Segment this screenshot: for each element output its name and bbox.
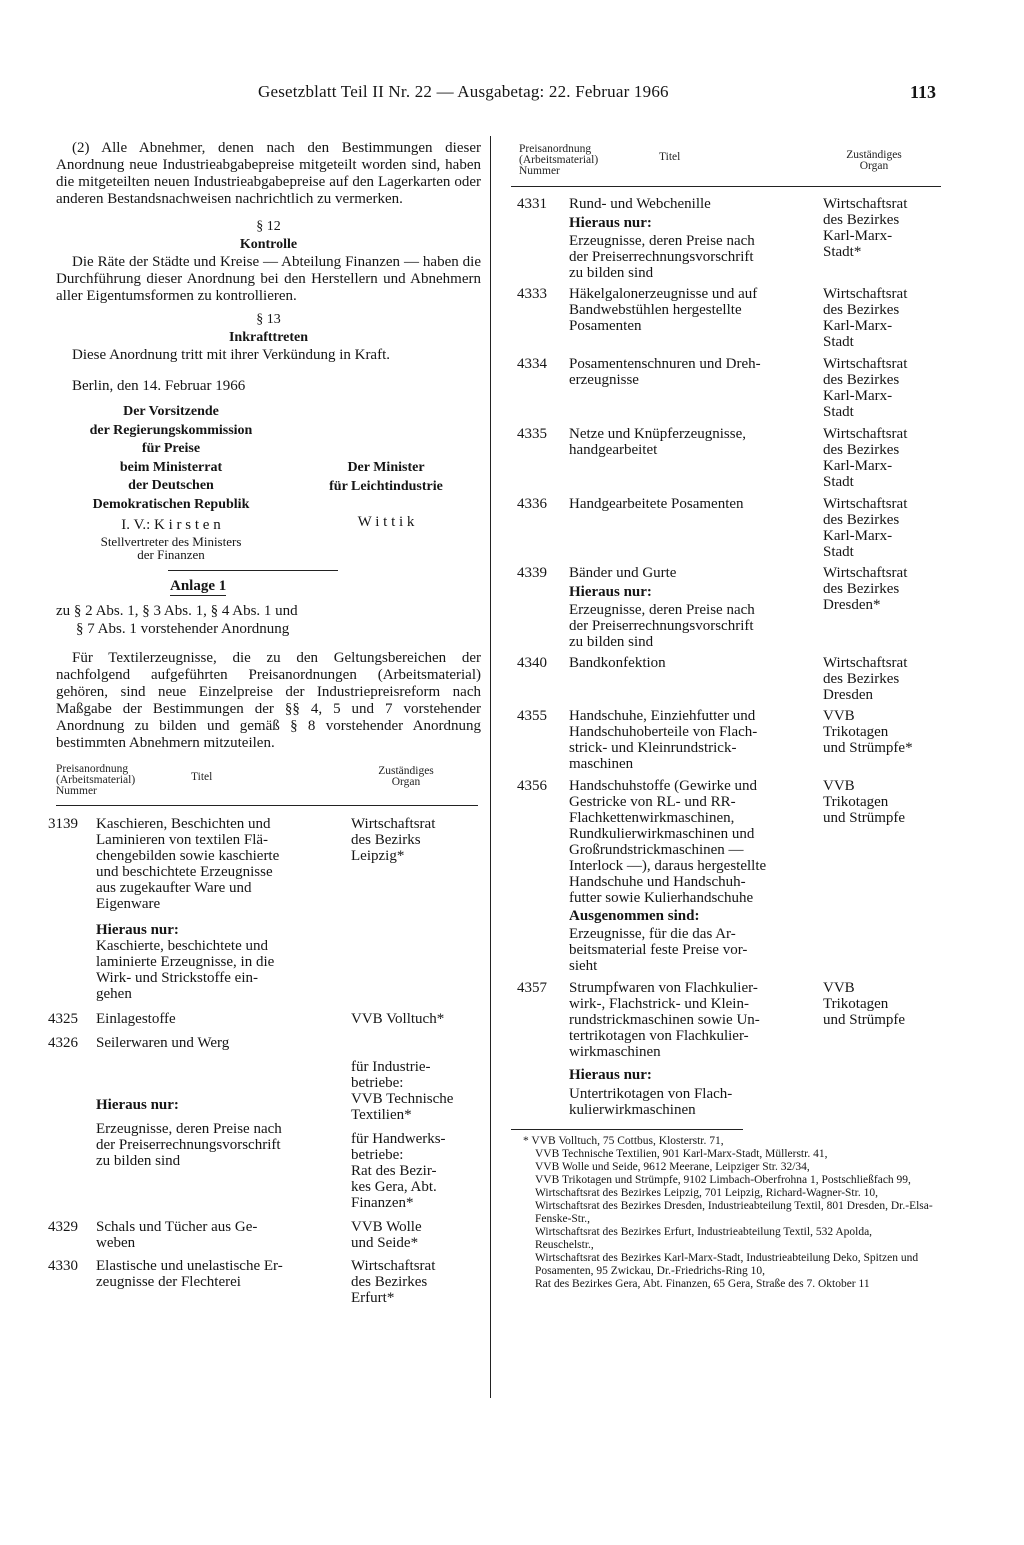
row-title [96, 1258, 336, 1290]
row-number: 4330 [48, 1257, 78, 1274]
organ-line: VVB Wolle [351, 1218, 422, 1235]
sub-line: zu bilden sind [569, 634, 654, 650]
header-line: Preisanordnung [56, 762, 129, 775]
sub-label: Hieraus nur: [96, 921, 179, 938]
organ-line: und Strümpfe [823, 810, 906, 826]
sub-line: beitsmaterial feste Preise vor- [569, 942, 748, 958]
footnote-rule [511, 1129, 743, 1130]
header-line: Zuständiges [378, 764, 434, 777]
organ-line: für Handwerks- [351, 1130, 446, 1147]
title-line: Handschuhe und Handschuh- [569, 874, 746, 890]
title-line: strick- und Kleinrundstrick- [569, 740, 737, 756]
sub-label: Hieraus nur: [569, 215, 652, 231]
organ-line: für Industrie- [351, 1058, 431, 1075]
organ-line: des Bezirkes [351, 1273, 428, 1290]
row-title: Einlagestoffe [96, 1010, 176, 1027]
table-row [511, 980, 941, 1118]
title-line: Handschuhoberteile von Flach- [569, 724, 758, 740]
organ-line: Wirtschaftsrat [823, 426, 908, 442]
organ-line: betriebe: [351, 1146, 404, 1163]
table-row [511, 196, 941, 281]
row-number: 3139 [48, 815, 78, 832]
table-row [511, 426, 941, 490]
col-header-number [56, 764, 191, 797]
title-line: Bänder und Gurte [569, 565, 677, 581]
organ-line: Karl-Marx- [823, 528, 893, 544]
sig2-line: Der Minister [347, 460, 425, 475]
title-line: wirkmaschinen [569, 1044, 661, 1060]
organ-line: Stadt [823, 474, 854, 490]
organ-line: des Bezirks [351, 831, 421, 848]
title-line: Häkelgalonerzeugnisse und auf [569, 286, 758, 302]
title-line: Eigenware [96, 895, 161, 912]
organ-line: Wirtschaftsrat [823, 496, 908, 512]
section-12-title: Kontrolle [239, 237, 298, 252]
sub-line: Kaschierte, beschichtete und [96, 937, 269, 954]
header-line: Nummer [519, 165, 560, 177]
organ-line: und Seide* [351, 1234, 419, 1251]
section-13-number: § 13 [256, 312, 281, 327]
sub-line: kulierwirkmaschinen [569, 1102, 696, 1118]
row-number: 4335 [517, 426, 547, 442]
title-line: Handschuhe, Einziehfutter und [569, 708, 756, 724]
title-line: chengebilden sowie kaschierte [96, 847, 280, 864]
row-organ [351, 1035, 476, 1211]
title-line: Posamentenschnuren und Dreh- [569, 356, 761, 372]
row-organ [823, 980, 948, 1028]
organ-line: des Bezirkes [823, 581, 900, 597]
sig2-name: W i t t i k [357, 514, 415, 530]
header-line: Organ [859, 160, 889, 172]
row-title [569, 196, 809, 281]
intro-paragraph: (2) Alle Abnehmer, denen nach den Bestimmungen dieser Anordnung neue Industrieabgabepreise mitgeteilt worden sind, haben die mitgeteilten neuen Industrieabgabepreise auf den Lagerkarten oder anderen Bestandsnachweisen nachrichtlich zu vermerken. [56, 140, 481, 207]
sig1-line: Der Vorsitzende [123, 404, 219, 419]
header-line: (Arbeitsmaterial) [519, 154, 599, 166]
organ-line: Wirtschaftsrat [351, 815, 436, 832]
organ-line: Wirtschaftsrat [351, 1257, 436, 1274]
organ-line: Rat des Bezir- [351, 1162, 437, 1179]
row-organ [823, 496, 948, 560]
sub-line: Erzeugnisse, deren Preise nach [96, 1120, 282, 1137]
row-number: 4329 [48, 1218, 78, 1235]
row-organ [823, 286, 948, 350]
page-number: 113 [910, 82, 937, 102]
table-header-rule [511, 186, 941, 187]
footnote: * VVB Volltuch, 75 Cottbus, Klosterstr. 71, [523, 1135, 724, 1147]
title-line: Laminieren von textilen Flä- [96, 831, 269, 848]
title-line: tertrikotagen von Flachkulier- [569, 1028, 749, 1044]
anlage-title: Anlage 1 [170, 577, 227, 594]
title-line: Gestricke von RL- und RR- [569, 794, 736, 810]
title-line: wirk-, Flachstrick- und Klein- [569, 996, 749, 1012]
title-line: Strumpfwaren von Flachkulier- [569, 980, 758, 996]
title-line: Handschuhstoffe (Gewirke und [569, 778, 758, 794]
title-line: Seilerwaren und Werg [96, 1034, 230, 1051]
section-13-title: Inkrafttreten [228, 330, 309, 345]
section-12-number: § 12 [256, 219, 281, 234]
signature-minister [296, 403, 476, 561]
row-number: 4333 [517, 286, 547, 302]
row-title [96, 816, 336, 1002]
title-line: weben [96, 1234, 136, 1251]
table-header-rule [56, 805, 478, 806]
title-line: handgearbeitet [569, 442, 658, 458]
col-header-organ [814, 144, 934, 172]
title-line: Netze und Knüpferzeugnisse, [569, 426, 747, 442]
row-title [569, 426, 809, 458]
footnote: VVB Wolle und Seide, 9612 Meerane, Leipziger Str. 32/34, [535, 1161, 810, 1173]
title-line: maschinen [569, 756, 634, 772]
sub-line: Erzeugnisse, für die das Ar- [569, 926, 736, 942]
title-line: aus zugekaufter Ware und [96, 879, 252, 896]
row-title [569, 708, 809, 772]
sub-label: Hieraus nur: [96, 1096, 179, 1113]
section-13-text: Diese Anordnung tritt mit ihrer Verkündung in Kraft. [72, 347, 391, 363]
sub-label: Hieraus nur: [569, 584, 652, 600]
organ-line: Finanzen* [351, 1194, 414, 1211]
title-line: futter sowie Kulierhandschuhe [569, 890, 754, 906]
signature-block [56, 403, 481, 561]
sub-line: Erzeugnisse, deren Preise nach [569, 233, 755, 249]
sub-label: Ausgenommen sind: [569, 908, 700, 924]
title-line: Schals und Tücher aus Ge- [96, 1218, 258, 1235]
footnote: VVB Trikotagen und Strümpfe, 9102 Limbach-Oberfrohna 1, Postschließfach 99, [535, 1174, 911, 1186]
sig1-role: Stellvertreter des Ministers [100, 533, 242, 549]
organ-line: Erfurt* [351, 1289, 395, 1306]
row-number: 4356 [517, 778, 547, 794]
organ-line: Stadt [823, 404, 854, 420]
header-line: (Arbeitsmaterial) [56, 773, 136, 786]
organ-line: Stadt* [823, 244, 862, 260]
page-header [0, 82, 1024, 112]
footnote: Rat des Bezirkes Gera, Abt. Finanzen, 65 Gera, Straße des 7. Oktober 11 [535, 1278, 870, 1290]
footnote: Wirtschaftsrat des Bezirkes Dresden, Industrieabteilung Textil, 801 Dresden, Dr.-Elsa-Fenske-Str., [535, 1200, 933, 1225]
right-column [511, 138, 941, 1291]
table-row [48, 1219, 481, 1251]
table-row [511, 356, 941, 420]
row-title [96, 1219, 336, 1251]
header-line: Preisanordnung [519, 143, 592, 155]
title-line: Rundkulierwirkmaschinen und [569, 826, 755, 842]
row-organ: VVB Volltuch* [351, 1010, 445, 1027]
title-line: Kaschieren, Beschichten und [96, 815, 271, 832]
footnote: Wirtschaftsrat des Bezirkes Leipzig, 701 Leipzig, Richard-Wagner-Str. 10, [535, 1187, 878, 1199]
row-title: Bandkonfektion [569, 655, 666, 671]
title-line: Bandwebstühlen hergestellte [569, 302, 742, 318]
title-line: erzeugnisse [569, 372, 639, 388]
title-line: rundstrickmaschinen sowie Un- [569, 1012, 760, 1028]
row-title [569, 286, 809, 334]
row-organ [823, 356, 948, 420]
sub-line: gehen [96, 985, 132, 1002]
col-header-number [519, 144, 659, 177]
organ-line: kes Gera, Abt. [351, 1178, 437, 1195]
row-number: 4325 [48, 1010, 78, 1027]
sub-line: laminierte Erzeugnisse, in die [96, 953, 275, 970]
anlage-paragraph: Für Textilerzeugnisse, die zu den Geltungsbereichen der nachfolgend aufgeführten Preisanordnungen (Arbeitsmaterial) gehören, sind neue Einzelpreise der Industriepreisreform nach Maßgabe der Bestimmungen der §§ 4, 5 und 7 vorstehender Anordnung zu bilden und gemäß § 8 vorstehender Anordnung bestimmten Abnehmern mitzuteilen. [56, 649, 481, 751]
row-title [96, 1035, 336, 1169]
row-number: 4331 [517, 196, 547, 212]
organ-line: Stadt [823, 544, 854, 560]
title-line: und beschichtete Erzeugnisse [96, 863, 273, 880]
organ-line: und Strümpfe [823, 1012, 906, 1028]
signing-date: Berlin, den 14. Februar 1966 [72, 378, 246, 394]
organ-line: Leipzig* [351, 847, 405, 864]
title-line: Elastische und unelastische Er- [96, 1257, 283, 1274]
sig2-line: für Leichtindustrie [329, 478, 443, 494]
organ-line: Dresden* [823, 597, 881, 613]
row-organ [823, 655, 948, 703]
organ-line: und Strümpfe* [823, 740, 913, 756]
sub-line: der Preiserrechnungsvorschrift [569, 249, 754, 265]
organ-line: Wirtschaftsrat [823, 565, 908, 581]
organ-line: Wirtschaftsrat [823, 196, 908, 212]
col-header-organ [351, 764, 461, 788]
row-organ [351, 1219, 476, 1251]
row-title: Handgearbeitete Posamenten [569, 496, 744, 512]
row-organ [823, 778, 948, 826]
sub-line: zu bilden sind [96, 1152, 181, 1169]
sub-line: zu bilden sind [569, 265, 654, 281]
organ-line: des Bezirkes [823, 442, 900, 458]
header-line: Organ [391, 775, 421, 788]
row-number: 4340 [517, 655, 547, 671]
table-header [56, 764, 481, 797]
table-header [519, 144, 941, 177]
title-line: zeugnisse der Flechterei [96, 1273, 241, 1290]
sig1-line: beim Ministerrat [119, 459, 223, 475]
table-row [48, 1035, 481, 1211]
organ-line: Textilien* [351, 1106, 412, 1123]
row-title [569, 980, 809, 1118]
organ-line: VVB [823, 980, 855, 996]
row-number: 4336 [517, 496, 547, 512]
organ-line: Karl-Marx- [823, 228, 893, 244]
organ-line: VVB [823, 708, 855, 724]
left-column [48, 138, 481, 1306]
title-line: Rund- und Webchenille [569, 196, 711, 212]
sub-line: sieht [569, 958, 598, 974]
table-row [511, 778, 941, 974]
anlage-heading [170, 577, 226, 596]
row-number: 4326 [48, 1034, 78, 1051]
organ-line: Karl-Marx- [823, 388, 893, 404]
organ-line: Trikotagen [823, 794, 889, 810]
organ-line: Trikotagen [823, 724, 889, 740]
sub-line: der Preiserrechnungsvorschrift [569, 618, 754, 634]
column-divider [490, 136, 491, 1398]
organ-line: VVB Technische [351, 1090, 454, 1107]
row-organ [823, 196, 948, 260]
footnote: Wirtschaftsrat des Bezirkes Erfurt, Industrieabteilung Textil, 532 Apolda, Reuschelstr., [535, 1226, 873, 1251]
signature-chairman [56, 403, 286, 561]
sig1-line: der Regierungskommission [89, 422, 253, 438]
organ-line: des Bezirkes [823, 372, 900, 388]
organ-line: betriebe: [351, 1074, 404, 1091]
table-row [48, 816, 481, 1002]
anlage-ref-1: zu § 2 Abs. 1, § 3 Abs. 1, § 4 Abs. 1 und [56, 602, 298, 619]
organ-line: Wirtschaftsrat [823, 356, 908, 372]
organ-line: des Bezirkes [823, 512, 900, 528]
organ-line: Karl-Marx- [823, 458, 893, 474]
organ-line: Dresden [823, 687, 873, 703]
sub-line: der Preiserrechnungsvorschrift [96, 1136, 281, 1153]
organ-line: Wirtschaftsrat [823, 655, 908, 671]
row-title [569, 565, 809, 650]
table-row [511, 708, 941, 772]
organ-line: des Bezirkes [823, 212, 900, 228]
sub-line: Untertrikotagen von Flach- [569, 1086, 733, 1102]
table-row [511, 655, 941, 703]
organ-line: des Bezirkes [823, 671, 900, 687]
anlage-ref-2: § 7 Abs. 1 vorstehender Anordnung [76, 620, 290, 637]
row-number: 4357 [517, 980, 547, 996]
organ-line: Wirtschaftsrat [823, 286, 908, 302]
sig1-name: I. V.: K i r s t e n [121, 517, 221, 533]
organ-line: Trikotagen [823, 996, 889, 1012]
sig1-line: Demokratischen Republik [92, 496, 250, 512]
row-number: 4339 [517, 565, 547, 581]
title-line: Großrundstrickmaschinen — [569, 842, 744, 858]
row-number: 4334 [517, 356, 547, 372]
footnote: VVB Technische Textilien, 901 Karl-Marx-Stadt, Müllerstr. 41, [535, 1148, 828, 1160]
row-organ [823, 565, 948, 613]
organ-line: Stadt [823, 334, 854, 350]
sub-line: Erzeugnisse, deren Preise nach [569, 602, 755, 618]
sub-line: Wirk- und Strickstoffe ein- [96, 969, 258, 986]
table-row [48, 1011, 481, 1027]
organ-line: des Bezirkes [823, 302, 900, 318]
organ-line: VVB [823, 778, 855, 794]
row-organ [351, 1258, 476, 1306]
title-line: Posamenten [569, 318, 642, 334]
table-row [48, 1258, 481, 1306]
sig1-line: für Preise [141, 441, 201, 456]
row-organ [823, 426, 948, 490]
row-title [569, 778, 809, 974]
gazette-title: Gesetzblatt Teil II Nr. 22 — Ausgabetag: 22. Februar 1966 [258, 82, 669, 101]
col-header-title: Titel [659, 151, 681, 163]
row-organ [351, 816, 476, 864]
row-number: 4355 [517, 708, 547, 724]
col-header-title: Titel [191, 770, 213, 783]
table-row [511, 496, 941, 560]
anlage-divider [168, 570, 338, 571]
header-line: Nummer [56, 784, 97, 797]
row-title [569, 356, 809, 388]
table-row [511, 565, 941, 650]
footnotes [511, 1135, 933, 1291]
sub-label: Hieraus nur: [569, 1067, 652, 1083]
organ-line: Karl-Marx- [823, 318, 893, 334]
title-line: Interlock —), daraus hergestellte [569, 858, 767, 874]
footnote: Wirtschaftsrat des Bezirkes Karl-Marx-Stadt, Industrieabteilung Deko, Spitzen und Posamenten, 95 Zwickau, Dr.-Friedrichs-Ring 10, [535, 1252, 919, 1277]
sig1-line: der Deutschen [128, 478, 214, 493]
sig1-role: der Finanzen [137, 546, 205, 562]
title-line: Flachkettenwirkmaschinen, [569, 810, 735, 826]
section-12-text: Die Räte der Städte und Kreise — Abteilung Finanzen — haben die Durchführung dieser Anordnung bei den Herstellern und Abnehmern aller Eigentumsformen zu kontrollieren. [56, 254, 481, 304]
table-row [511, 286, 941, 350]
row-organ [823, 708, 948, 756]
header-line: Zuständiges [846, 149, 902, 161]
